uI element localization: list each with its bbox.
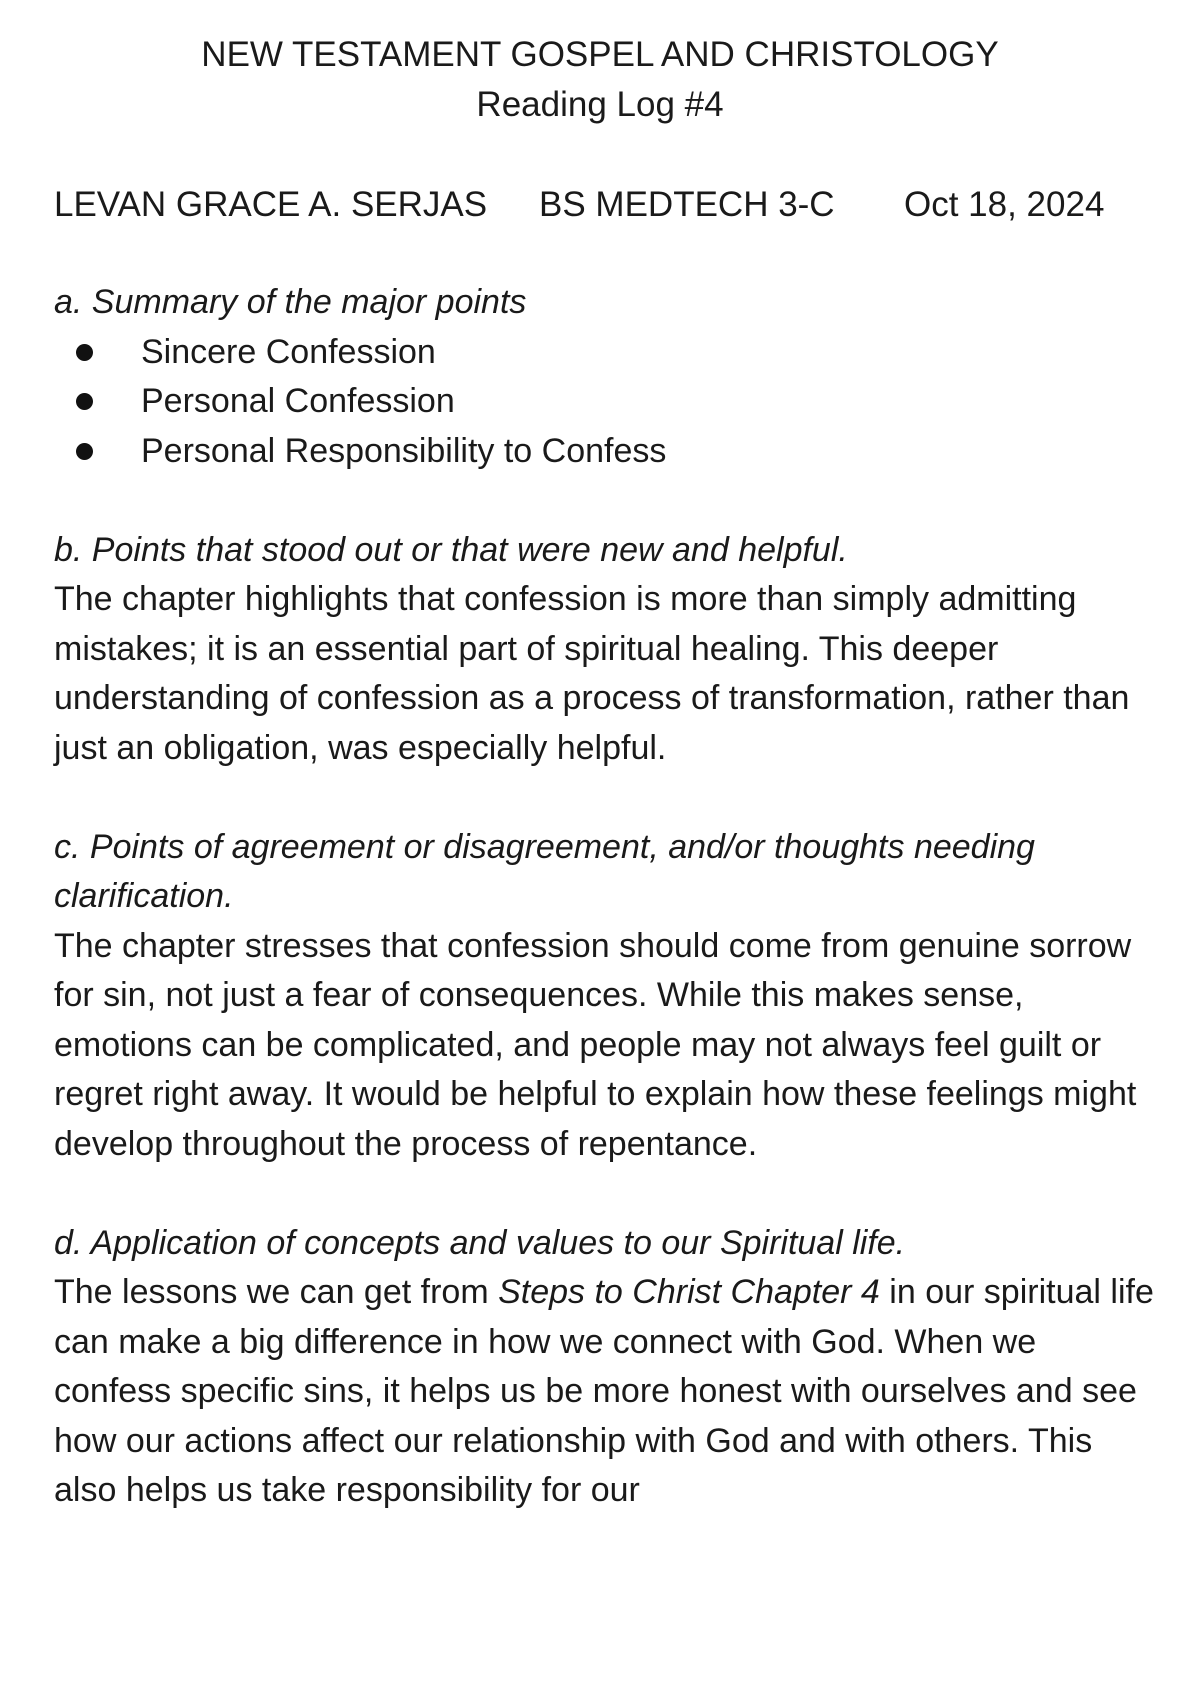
section-c-heading: c. Points of agreement or disagreement, and/or thoughts needing clarification. (54, 827, 1035, 915)
student-course: BS MEDTECH 3-C (539, 185, 835, 224)
section-b-text: The chapter highlights that confession is more than simply admitting mistakes; it is an essential part of spiritual healing. This deeper understanding of confession as a process of transformation, rather than just an obligation, was especially helpful. (54, 580, 1130, 767)
list-item (54, 328, 1154, 378)
document-subtitle: Reading Log #4 (476, 85, 724, 124)
summary-points-list (54, 328, 1154, 477)
section-d-text (54, 1268, 1154, 1516)
log-date: Oct 18, 2024 (904, 185, 1105, 224)
list-item-text: Personal Responsibility to Confess (141, 431, 667, 470)
title-block (0, 30, 1200, 130)
list-item (54, 377, 1154, 427)
list-item (54, 427, 1154, 477)
section-d-heading: d. Application of concepts and values to our Spiritual life. (54, 1223, 906, 1262)
list-item-text: Sincere Confession (141, 332, 436, 371)
section-d-text-before: The lessons we can get from (54, 1273, 499, 1311)
book-title: Steps to Christ Chapter 4 (498, 1273, 880, 1311)
document-body (54, 278, 1154, 1516)
document-title: NEW TESTAMENT GOSPEL AND CHRISTOLOGY (201, 35, 999, 74)
section-a (54, 278, 1154, 476)
student-name: LEVAN GRACE A. SERJAS (54, 185, 488, 224)
section-a-heading: a. Summary of the major points (54, 283, 527, 321)
list-item-text: Personal Confession (141, 382, 455, 420)
section-c-text: The chapter stresses that confession should come from genuine sorrow for sin, not just a fear of consequences. While this makes sense, emotions can be complicated, and people may not always feel guilt or regret right away. It would be helpful to explain how these feelings might develop throughout the process of repentance. (54, 926, 1137, 1163)
section-b-heading: b. Points that stood out or that were new and helpful. (54, 530, 848, 569)
bullet-icon (76, 393, 93, 410)
section-c (54, 823, 1154, 1170)
section-b (54, 526, 1154, 774)
student-info-row (54, 180, 1164, 230)
bullet-icon (76, 443, 93, 460)
bullet-icon (76, 344, 93, 361)
section-d-text-after: in our spiritual life can make a big difference in how we connect with God. When we confess specific sins, it helps us be more honest with ourselves and see how our actions affect our relationship with God and with others. This also helps us take responsibility for our (54, 1273, 1154, 1509)
section-d (54, 1219, 1154, 1516)
